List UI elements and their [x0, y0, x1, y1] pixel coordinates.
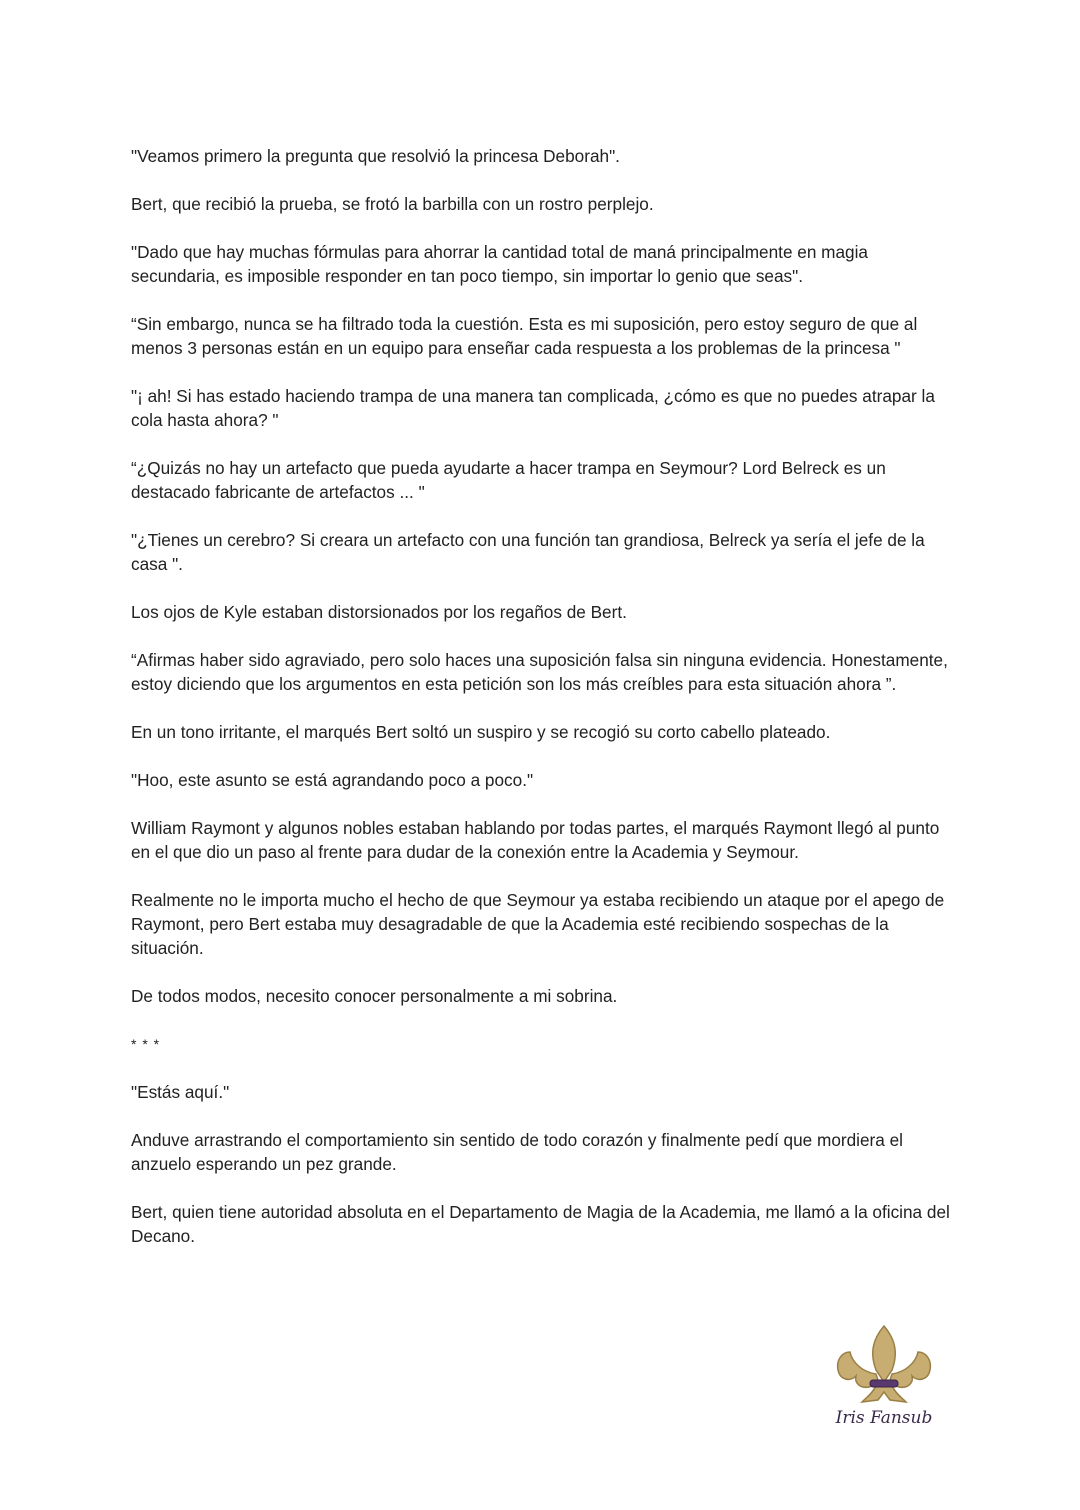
paragraph: "Dado que hay muchas fórmulas para ahorrar la cantidad total de maná principalmente en magia secundaria, es imposible responder en tan poco tiempo, sin importar lo genio que seas". [131, 242, 868, 286]
paragraph: Anduve arrastrando el comportamiento sin sentido de todo corazón y finalmente pedí que mordiera el anzuelo esperando un pez grande. [131, 1130, 903, 1174]
paragraph: William Raymont y algunos nobles estaban hablando por todas partes, el marqués Raymont llegó al punto en el que dio un paso al frente para dudar de la conexión entre la Academia y Seymour. [131, 818, 940, 862]
paragraph: Bert, quien tiene autoridad absoluta en el Departamento de Magia de la Academia, me llamó a la oficina del Decano. [131, 1202, 950, 1246]
paragraph: Bert, que recibió la prueba, se frotó la barbilla con un rostro perplejo. [131, 194, 654, 214]
document-body [131, 144, 955, 1272]
logo-text: Iris Fansub [835, 1408, 933, 1428]
paragraph: "¿Tienes un cerebro? Si creara un artefacto con una función tan grandiosa, Belreck ya sería el jefe de la casa ". [131, 530, 925, 574]
paragraph: "Hoo, este asunto se está agrandando poco a poco." [131, 770, 534, 790]
scene-separator: * * * [131, 1036, 161, 1052]
paragraph: “Sin embargo, nunca se ha filtrado toda la cuestión. Esta es mi suposición, pero estoy seguro de que al menos 3 personas están en un equipo para enseñar cada respuesta a los problemas de la princesa " [131, 314, 918, 358]
fleur-de-lis-icon [832, 1322, 936, 1406]
paragraph: “Afirmas haber sido agraviado, pero solo haces una suposición falsa sin ninguna evidencia. Honestamente, estoy diciendo que los argumentos en esta petición son los más creíbles para esta situación ahora ”. [131, 650, 948, 694]
paragraph: De todos modos, necesito conocer personalmente a mi sobrina. [131, 986, 618, 1006]
paragraph: Los ojos de Kyle estaban distorsionados por los regaños de Bert. [131, 602, 627, 622]
paragraph: Realmente no le importa mucho el hecho de que Seymour ya estaba recibiendo un ataque por el apego de Raymont, pero Bert estaba muy desagradable de que la Academia esté recibiendo sospechas de la situación. [131, 890, 945, 958]
paragraph: "Estás aquí." [131, 1082, 230, 1102]
iris-fansub-logo [832, 1322, 936, 1438]
paragraph: "Veamos primero la pregunta que resolvió la princesa Deborah". [131, 146, 620, 166]
paragraph: “¿Quizás no hay un artefacto que pueda ayudarte a hacer trampa en Seymour? Lord Belreck es un destacado fabricante de artefactos ... " [131, 458, 886, 502]
paragraph: "¡ ah! Si has estado haciendo trampa de una manera tan complicada, ¿cómo es que no puedes atrapar la cola hasta ahora? " [131, 386, 935, 430]
paragraph: En un tono irritante, el marqués Bert soltó un suspiro y se recogió su corto cabello plateado. [131, 722, 831, 742]
